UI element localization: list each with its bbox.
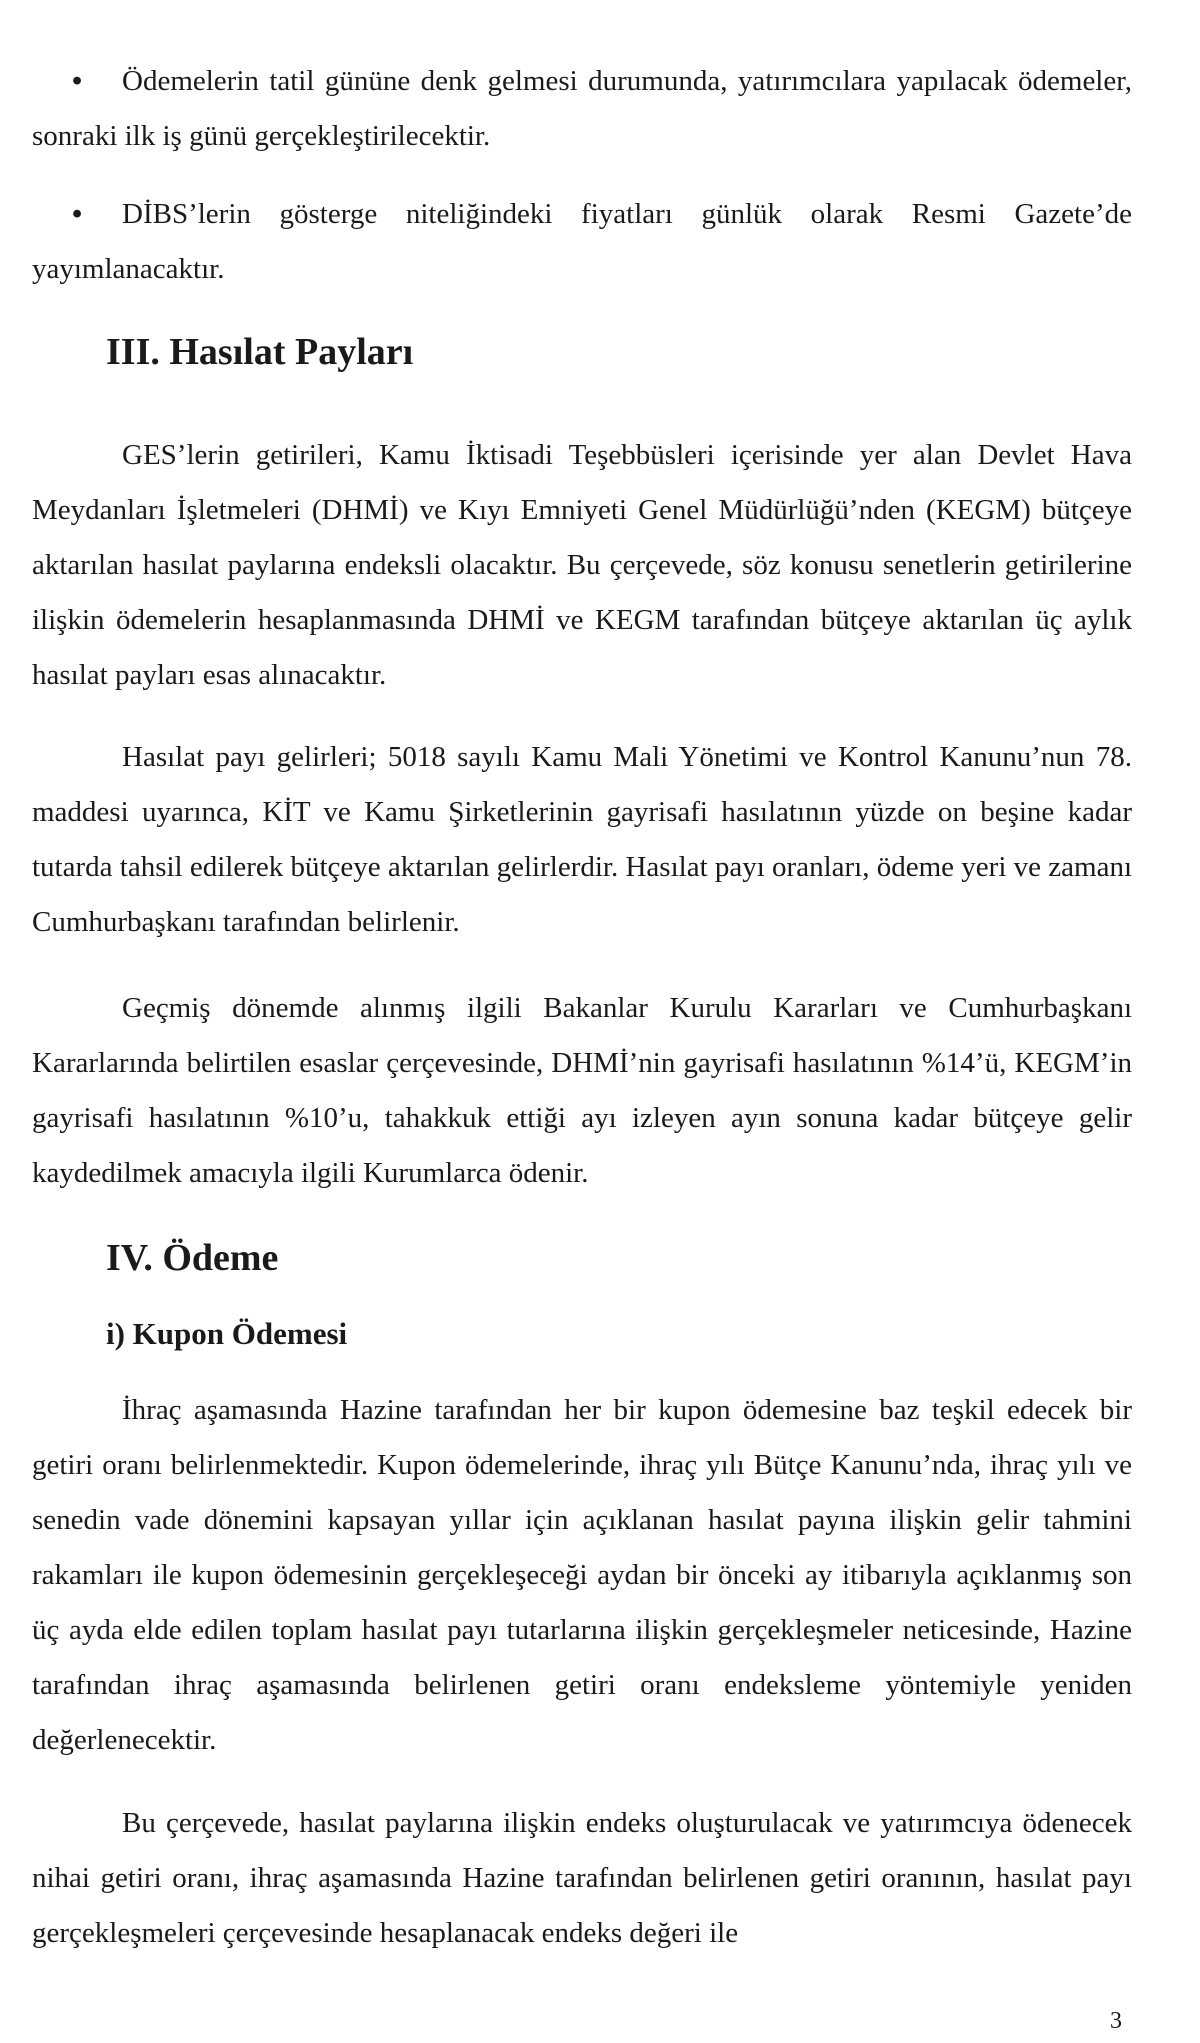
bullet-text: DİBS’lerin gösterge niteliğindeki fiyatları günlük olarak Resmi Gazete’de yayımlanacaktır. <box>32 198 1132 285</box>
bullet-text: Ödemelerin tatil gününe denk gelmesi durumunda, yatırımcılara yapılacak ödemeler, sonraki ilk iş günü gerçekleştirilecektir. <box>32 65 1132 152</box>
section-heading-payment: IV. Ödeme <box>106 1237 279 1279</box>
bullet-icon: • <box>72 198 83 230</box>
bullet-icon: • <box>72 65 83 97</box>
paragraph-coupon-payment-index: Bu çerçevede, hasılat paylarına ilişkin endeks oluşturulacak ve yatırımcıya ödenecek nihai getiri oranı, ihraç aşamasında Hazine tarafından belirlenen getiri oranının, hasılat payı gerçekleşmeleri çerçevesinde hesaplanacak endeks değeri ile <box>32 1807 1132 1949</box>
paragraph-revenue-shares-intro: GES’lerin getirileri, Kamu İktisadi Teşebbüsleri içerisinde yer alan Devlet Hava Meydanları İşletmeleri (DHMİ) ve Kıyı Emniyeti Genel Müdürlüğü’nden (KEGM) bütçeye aktarılan hasılat paylarına endeksli olacaktır. Bu çerçevede, söz konusu senetlerin getirilerine ilişkin ödemelerin hesaplanmasında DHMİ ve KEGM tarafından bütçeye aktarılan üç aylık hasılat payları esas alınacaktır. <box>32 439 1132 691</box>
subsection-heading-coupon-payment: i) Kupon Ödemesi <box>106 1316 348 1351</box>
paragraph-revenue-shares-history: Geçmiş dönemde alınmış ilgili Bakanlar Kurulu Kararları ve Cumhurbaşkanı Kararlarında belirtilen esaslar çerçevesinde, DHMİ’nin gayrisafi hasılatının %14’ü, KEGM’in gayrisafi hasılatının %10’u, tahakkuk ettiği ayı izleyen ayın sonuna kadar bütçeye gelir kaydedilmek amacıyla ilgili Kurumlarca ödenir. <box>32 992 1132 1189</box>
bullet-item-indicative-prices <box>32 187 1132 297</box>
section-heading-revenue-shares: III. Hasılat Payları <box>106 331 414 373</box>
page-number: 3 <box>1110 2008 1122 2034</box>
paragraph-coupon-payment-rate: İhraç aşamasında Hazine tarafından her bir kupon ödemesine baz teşkil edecek bir getiri oranı belirlenmektedir. Kupon ödemelerinde, ihraç yılı Bütçe Kanunu’nda, ihraç yılı ve senedin vade dönemini kapsayan yıllar için açıklanan hasılat payına ilişkin gelir tahmini rakamları ile kupon ödemesinin gerçekleşeceği aydan bir önceki ay itibarıyla açıklanmış son üç ayda elde edilen toplam hasılat payı tutarlarına ilişkin gerçekleşmeler neticesinde, Hazine tarafından ihraç aşamasında belirlenen getiri oranı endeksleme yöntemiyle yeniden değerlenecektir. <box>32 1394 1132 1756</box>
paragraph-revenue-shares-definition: Hasılat payı gelirleri; 5018 sayılı Kamu Mali Yönetimi ve Kontrol Kanunu’nun 78. maddesi uyarınca, KİT ve Kamu Şirketlerinin gayrisafi hasılatının yüzde on beşine kadar tutarda tahsil edilerek bütçeye aktarılan gelirlerdir. Hasılat payı oranları, ödeme yeri ve zamanı Cumhurbaşkanı tarafından belirlenir. <box>32 741 1132 938</box>
bullet-item-payment-holiday <box>32 54 1132 164</box>
